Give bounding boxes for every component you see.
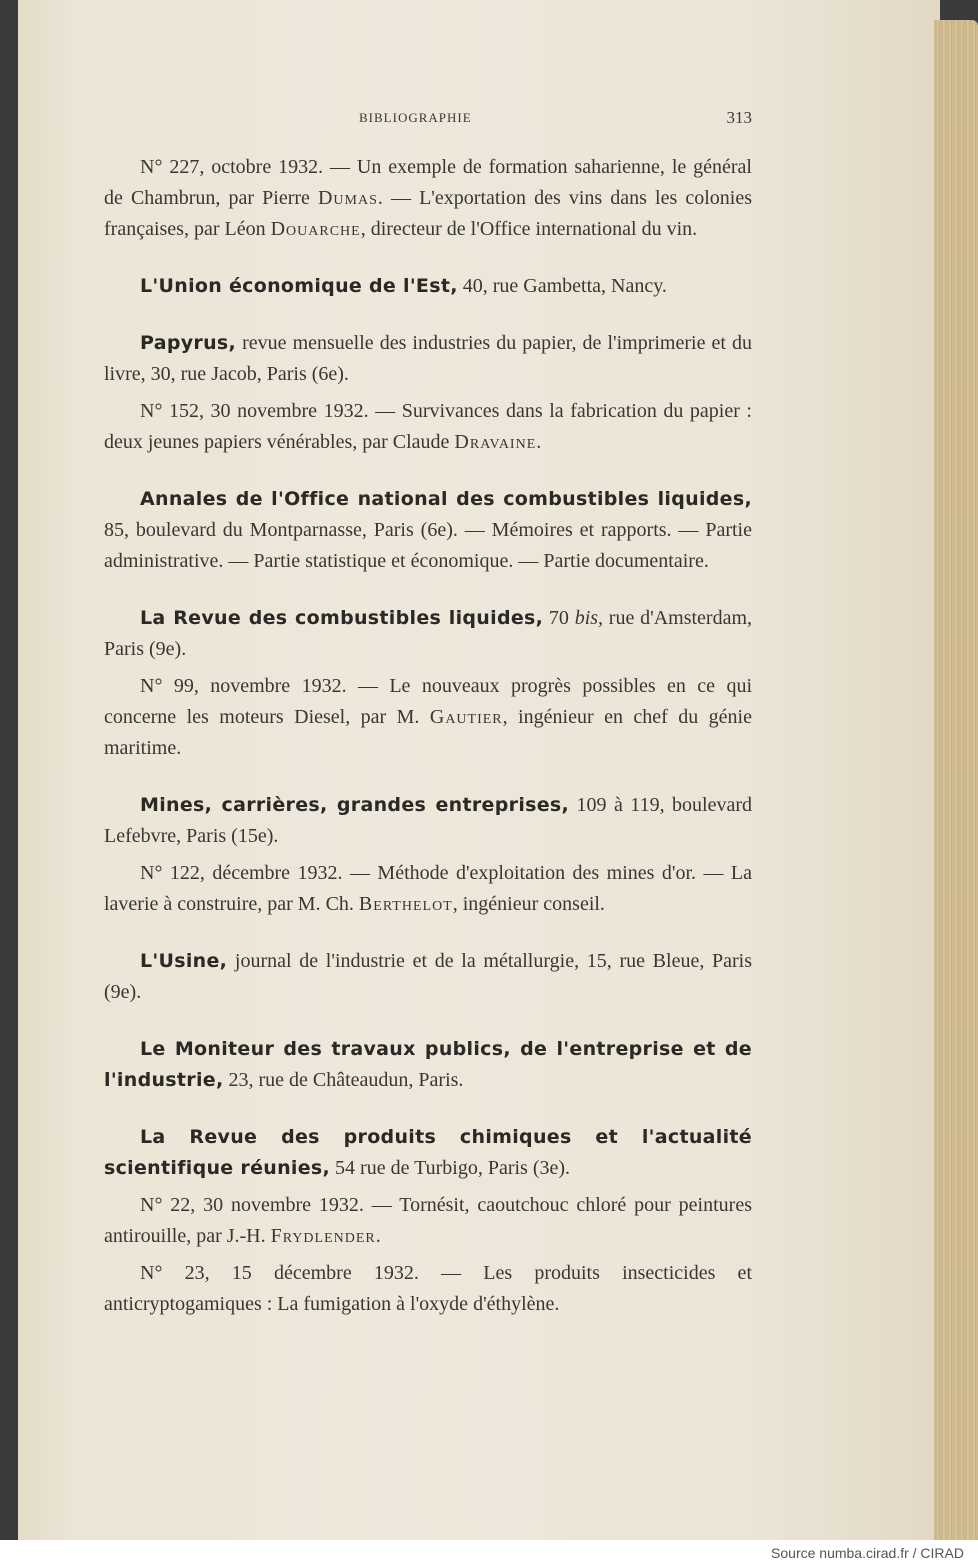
- source-credit: Source numba.cirad.fr / CIRAD: [771, 1545, 964, 1561]
- author-name: Dravaine: [454, 431, 537, 453]
- issue-entry: N° 122, décembre 1932. — Méthode d'exploitation des mines d'or. — La laverie à construire, par M. Ch. Berthelot, ingénieur conseil.: [104, 862, 753, 915]
- running-title: BIBLIOGRAPHIE: [359, 110, 472, 125]
- periodical-title: Mines, carrières, grandes entreprises,: [140, 794, 570, 816]
- periodical-title: Annales de l'Office national des combustibles liquides,: [140, 488, 752, 510]
- issue-entry: N° 23, 15 décembre 1932. — Les produits insecticides et anticryptogamiques : La fumigation à l'oxyde d'éthylène.: [104, 1262, 752, 1315]
- author-name: Frydlender: [270, 1225, 376, 1247]
- source-footer: [0, 1540, 978, 1566]
- issue-entry: N° 152, 30 novembre 1932. — Survivances dans la fabrication du papier : deux jeunes papiers vénérables, par Claude Dravaine.: [104, 400, 752, 453]
- page-edges: [934, 20, 978, 1540]
- periodical-title: L'Usine,: [140, 950, 228, 972]
- periodical-entry: Papyrus, revue mensuelle des industries du papier, de l'imprimerie et du livre, 30, rue Jacob, Paris (6e).: [104, 332, 752, 385]
- periodical-title: L'Union économique de l'Est,: [140, 275, 458, 297]
- periodical-title: Papyrus,: [140, 332, 237, 354]
- bibliography-content: [104, 152, 752, 1320]
- author-name: Dumas: [317, 187, 378, 209]
- author-name: Gautier: [429, 706, 503, 728]
- periodical-entry: L'Usine, journal de l'industrie et de la métallurgie, 15, rue Bleue, Paris (9e).: [104, 950, 752, 1003]
- periodical-title: Le Moniteur des travaux publics, de l'entreprise et de l'industrie,: [104, 1038, 752, 1091]
- periodical-entry: Mines, carrières, grandes entreprises, 109 à 119, boulevard Lefebvre, Paris (15e).: [104, 794, 752, 847]
- periodical-entry: Le Moniteur des travaux publics, de l'entreprise et de l'industrie, 23, rue de Châteaudun, Paris.: [104, 1038, 752, 1091]
- periodical-title: La Revue des produits chimiques et l'actualité scientifique réunies,: [104, 1126, 752, 1179]
- periodical-entry: La Revue des combustibles liquides, 70 bis, rue d'Amsterdam, Paris (9e).: [104, 607, 752, 660]
- periodical-entry: L'Union économique de l'Est, 40, rue Gambetta, Nancy.: [140, 275, 667, 297]
- periodical-title: La Revue des combustibles liquides,: [140, 607, 544, 629]
- periodical-entry: Annales de l'Office national des combustibles liquides, 85, boulevard du Montparnasse, Paris (6e). — Mémoires et rapports. — Partie administrative. — Partie statistique et économique. — Partie documentaire.: [104, 488, 752, 572]
- issue-entry: N° 227, octobre 1932. — Un exemple de formation saharienne, le général de Chambrun, par Pierre Dumas. — L'exportation des vins dans les colonies françaises, par Léon Douarche, directeur de l'Office international du vin.: [104, 156, 752, 240]
- author-name: Douarche: [270, 218, 361, 240]
- page-number: 313: [726, 108, 752, 127]
- issue-entry: N° 99, novembre 1932. — Le nouveaux progrès possibles en ce qui concerne les moteurs Diesel, par M. Gautier, ingénieur en chef du génie maritime.: [104, 675, 753, 759]
- running-header: [104, 108, 752, 130]
- author-name: Berthelot: [358, 893, 453, 915]
- periodical-entry: La Revue des produits chimiques et l'actualité scientifique réunies, 54 rue de Turbigo, Paris (3e).: [104, 1126, 752, 1179]
- issue-entry: N° 22, 30 novembre 1932. — Tornésit, caoutchouc chloré pour peintures antirouille, par J.-H. Frydlender.: [104, 1194, 752, 1247]
